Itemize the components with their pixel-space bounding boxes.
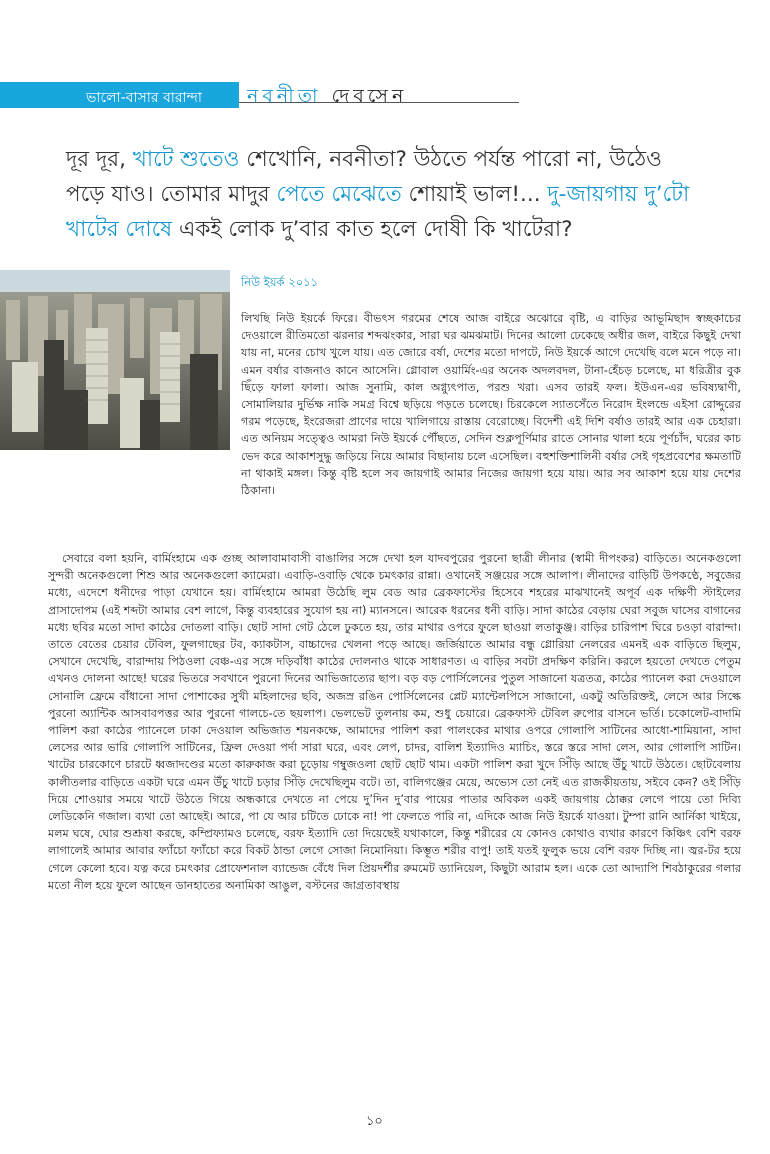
article-paragraph: লিখছি নিউ ইয়র্কে ফিরে। বীভৎস গরমের শেষে আজ বাইরে অঝোরে বৃষ্টি, এ বাড়ির আভূমিছাদ স্বচ্ছকাচের দেওয়ালে রীতিমতো ঝরনার শব্দঝংকার, সারা ঘর ঝমঝমাট। দিনের আলো ঢেকেছে অধীর জল, বাইরে কিছুই দেখা যায় না, মনের চোখ খুলে যায়। এত জোরে বর্ষা, দেশের মতো দাপটে, নিউ ইয়র্কে আগে দেখেছি বলে মনে পড়ে না। এমন বর্ষার বাজনাও কানে আসেনি। গ্লোবাল ওয়ার্মিং-এর অনেক অদলবদল, টানা-হেঁচড় চলেছে, মা ধরিত্রীর বুক ছিঁড়ে ফালা ফালা। আজ সুনামি, কাল অগ্ন্যুৎপাত, পরশু খরা। এসব তারই ফল। ইউএন-এর ভবিষ্যদ্বাণী, সোমালিয়ার দুর্ভিক্ষ নাকি সমগ্র বিশ্বে ছড়িয়ে পড়তে চলেছে। চিরকেলে স্যাতসেঁতে নিরোদ ইংলন্ডে এইসা রোদ্দুরের গরম পড়েছে, ইংরেজরা প্রাণের দায়ে খালিগায়ে রাস্তায় বেরোচ্ছে। বিদেশী এই দিশি বর্ষাও তারই আর এক চেহারা। এত অনিয়ম সত্ত্বেও আমরা নিউ ইয়র্কে পৌঁছতে, সেদিন শুক্লপূর্ণিমার রাতে সোনার থালা হয়ে পূর্ণচাঁদ, ঘরের কাচ ভেদ করে আকাশসুদ্ধু জড়িয়ে নিয়ে আমার বিছানায় চলে এসেছিল। বহুশক্তিশালিনী বর্ষার সেই গৃহপ্রবেশের ক্ষমতাটি না থাকাই মঙ্গল। কিন্তু বৃষ্টি হলে সব জায়গাই আমার নিজের জায়গা হয়ে যায়। আর সব আকাশ হয়ে যায় দেশের ঠিকানা। xyxy=(241,312,741,498)
city-skyline-photo xyxy=(0,270,230,450)
headline-highlight: দু-জায়গায় দু’টো খাটের দোষে xyxy=(66,182,690,242)
dateline: নিউ ইয়র্ক ২০১১ xyxy=(241,275,319,289)
headline-highlight: খাটে শুতেও xyxy=(132,147,240,172)
section-label: ভালো-বাসার বারান্দা xyxy=(86,90,202,106)
headline xyxy=(66,142,706,247)
headline-highlight: পেতে মেঝেতে xyxy=(276,182,402,207)
headline-segment: শেখোনি, নবনীতা? উঠতে পর্যন্ত পারো না, উঠেও পড়ে যাও। তোমার মাদুর xyxy=(66,147,663,207)
author-surname: দেবসেন xyxy=(331,85,408,107)
headline-segment: একই লোক দু’বার কাত হলে দোষী কি খাটেরা? xyxy=(172,217,573,242)
author-name xyxy=(247,82,407,114)
author-first-name: নবনীতা xyxy=(247,85,322,107)
article-paragraph: সেবারে বলা হয়নি, বার্মিংহামে এক গুচ্ছ আলাবামাবাসী বাঙালির সঙ্গে দেখা হল যাদবপুরের পুরনো ছাত্রী লীনার (স্বামী দীপংকর) বাড়িতে। অনেকগুলো সুন্দরী অনেকগুলো শিশু আর অনেকগুলো ক্যামেরা। এবাড়ি-ওবাড়ি থেকে চমৎকার রান্না। ওখানেই সঞ্জয়ের সঙ্গে আলাপ। লীনাদের বাড়িটি উপকণ্ঠে, সবুজের মধ্যে, এদেশে ধনীদের পাড়া যেখানে হয়। বার্মিংহামে আমরা উঠেছি লুম বেড আর ব্রেকফাস্টের হিসেবে শহরের মাঝখানেই অপূর্ব এক দক্ষিণী স্টাইলের প্রাসাদোপম (এই শব্দটা আমার বেশ লাগে, কিন্তু ব্যবহারের সুযোগ হয় না) ম্যানসনে। আরেক ধরনের ধনী বাড়ি। সাদা কাঠের বেড়ায় ঘেরা সবুজ ঘাসের বাগানের মধ্যে ছবির মতো সাদা কাঠের দোতলা বাড়ি। ছোট সাদা গেট ঠেলে ঢুকতে হয়, তার মাথার ওপরে ফুলে ছাওয়া লতাকুঞ্জ। বাড়ির চারিপাশ ঘিরে চওড়া বারান্দা। তাতে বেতের চেয়ার টেবিল, ফুলগাছের টব, ক্যাকটাস, বাচ্চাদের খেলনা পড়ে আছে। জর্জিয়াতে আমার বন্ধু গ্লোরিয়া নেলরের এমনই এক বাড়িতে ছিলুম, সেখানে দেখেছি, বারান্দায় পিঠওলা বেঞ্চ-এর সঙ্গে দড়িবাঁধা কাঠের দোলনাও থাকে সাধারণত। এ বাড়ির সবটা প্রদক্ষিণ করিনি। করলে হয়তো দেখতে পেতুম এখনও দোলনা আছে! ঘরের ভিতরে সবখানে পুরনো দিনের আভিজাত্যের ছাপ। বড় বড় পোর্সিলেনের পুতুল সাজানো যত্রতত্র, কাঠের প্যানেল করা দেওয়ালে সোনালি ফ্রেমে বাঁধানো সাদা পোশাকের সুখী মহিলাদের ছবি, অজস্র রঙিন পোর্সিলেনের প্লেট ম্যান্টেলপিসে সাজানো, একটু অতিরিক্তই, লেসে আর সিল্কে পুরনো অ্যান্টিক আসবাবপত্তর আর পুরনো গালচে-তে ছয়লাপ। ভেলভেট তুলনায় কম, শুধু চেয়ারে। ব্রেকফাস্ট টেবিল রুপোর বাসনে ভর্তি। চকোলেট-বাদামি পালিশ করা কাঠের প্যানেলে ঢাকা দেওয়াল অভিজাত শয়নকক্ষে, আমাদের পালিশ করা পালংকের মাথার ওপরে গোলাপি সাটিনের আধো-শামিয়ানা, সাদা লেসের আর ভারি গোলাপি সাটিনের, ফ্রিল দেওয়া পর্দা সারা ঘরে, এবং লেপ, চাদর, বালিশ ইত্যাদিও ম্যাচিং, স্তরে স্তরে সাদা লেস, আর গোলাপি সাটিন। খাটের চারকোণে চারটে ধ্বজাদণ্ডের মতো কারুকাজ করা চূড়োয় গম্বুজওলা ছোট ছোট থাম। একটা পালিশ করা খুদে সিঁড়ি আছে উঁচু খাটে উঠতে। ছোটবেলায় কালীতলার বাড়িতে একটা ঘরে এমন উঁচু খাটে চড়ার সিঁড়ি দেখেছিলুম বটে। তা, বালিগঞ্জের মেয়ে, অভ্যেস তো নেই এত রাজকীয়তায়, সইবে কেন? ওই সিঁড়ি দিয়ে শোওয়ার সময়ে খাটে উঠতে গিয়ে অন্ধকারে দেখতে না পেয়ে দু’দিন দু’বার পায়ের পাতার অবিকল একই জায়গায় ঠোক্কর লেগে পায়ে তো দিব্যি লেডিকেনি গজাল। ব্যথা তো আছেই। আরে, পা যে আর চটিতে ঢোকে না! পা ফেলতে পারি না, এদিকে আজ নিউ ইয়র্কে যাওয়া। টুম্পা রানি আর্নিকা খাইয়ে, মলম ঘষে, ঘোর শুশ্রূষা করছে, কম্প্রিফ্যামও চলেছে, বরফ ইত্যাদি তো দিয়েছেই যথাকালে, কিন্তু শরীরের যে কোনও কোথাও ব্যথার কারণে কিঞ্চিৎ বেশি বরফ লাগালেই আমার আবার ফ্যাঁচো ফ্যাঁচো করে বিকট ঠান্ডা লেগে সোজা নিমোনিয়া। কিম্ভূত শরীর বাপু! তাই যতই ফুলুক ভয়ে বেশি বরফ দিচ্ছি না। জ্বর-টর হয়ে গেলে কেলো হবে। যত্ন করে চমৎকার প্রোফেশনাল ব্যান্ডেজ বেঁধে দিল প্রিয়দর্শীর রুমমেট ড্যানিয়েল, কিছুটা আরাম হল। একে তো আদ্যাপি শিবঠাকুরের গলার মতো নীল হয়ে ফুলে আছেন ডানহাতের অনামিকা আঙুল, বস্টনের জাগ্রতাবস্থায় xyxy=(48,552,741,892)
page-number: ১০ xyxy=(366,1114,383,1129)
headline-segment: শোয়াই ভাল!... xyxy=(401,182,548,207)
headline-segment: দূর দূর, xyxy=(66,147,133,172)
article-column-top xyxy=(241,310,741,499)
article-column-bottom xyxy=(48,550,741,894)
